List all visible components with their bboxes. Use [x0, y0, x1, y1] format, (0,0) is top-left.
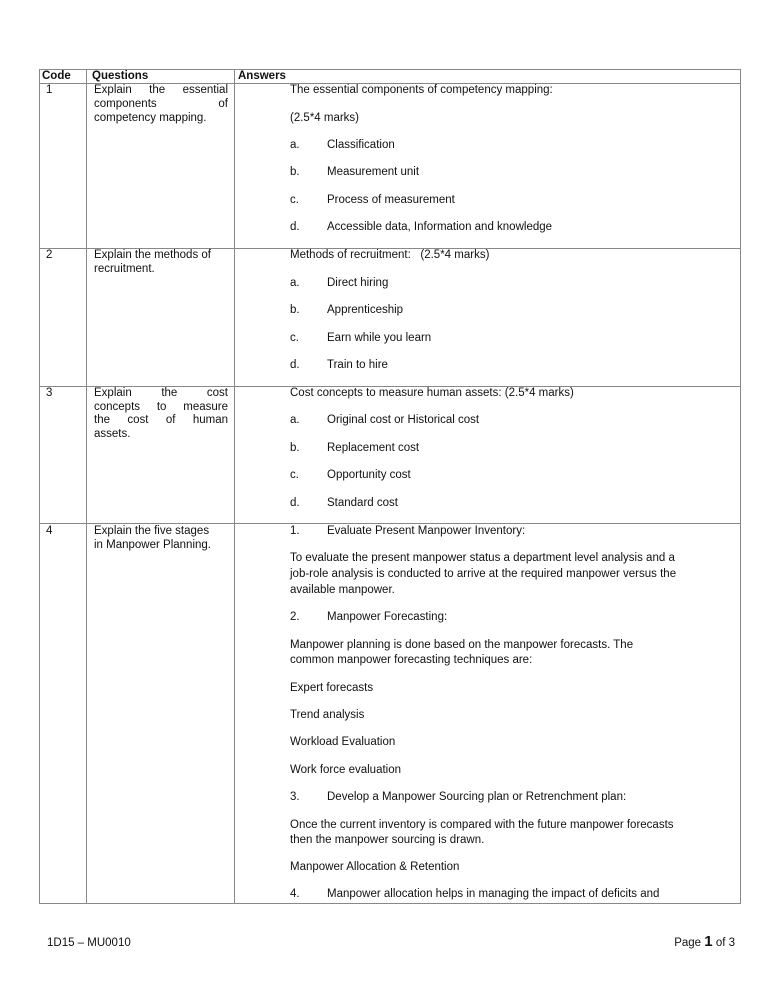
current-page: 1 — [704, 933, 713, 950]
answer-intro: Methods of recruitment: (2.5*4 marks) — [290, 249, 490, 261]
row-code: 3 — [46, 387, 53, 399]
question-line: the cost of human — [94, 414, 228, 426]
item-text: Apprenticeship — [327, 304, 404, 316]
table-border-bottom — [39, 903, 741, 904]
answer-intro: The essential components of competency mapping: — [290, 84, 553, 96]
item-label: d. — [290, 221, 300, 233]
question-line: recruitment. — [94, 263, 155, 275]
question-line: Explain the methods of — [94, 249, 211, 261]
header-code: Code — [42, 70, 71, 82]
column-divider — [234, 69, 235, 904]
answer-marks: (2.5*4 marks) — [290, 112, 360, 124]
item-label: d. — [290, 359, 300, 371]
table-border-right — [740, 69, 741, 904]
technique-item: Workload Evaluation — [290, 736, 396, 748]
header-answers: Answers — [238, 70, 286, 82]
stage-heading: Manpower allocation helps in managing the impact of deficits and — [327, 888, 660, 900]
page-word: Page — [674, 937, 702, 949]
question-line: Explain the essential — [94, 84, 228, 96]
paragraph-line: To evaluate the present manpower status a department level analysis and a — [290, 552, 675, 564]
technique-item: Trend analysis — [290, 709, 365, 721]
item-label: b. — [290, 304, 300, 316]
item-text: Opportunity cost — [327, 469, 411, 481]
stage-heading: Develop a Manpower Sourcing plan or Retrenchment plan: — [327, 791, 627, 803]
question-line: in Manpower Planning. — [94, 539, 211, 551]
question-line: competency mapping. — [94, 112, 207, 124]
paragraph-line: then the manpower sourcing is drawn. — [290, 834, 485, 846]
question-line: components of — [94, 98, 228, 110]
page-total: of 3 — [715, 937, 735, 949]
item-label: a. — [290, 139, 300, 151]
item-label: b. — [290, 166, 300, 178]
technique-item: Work force evaluation — [290, 764, 402, 776]
item-label: d. — [290, 497, 300, 509]
column-divider — [86, 69, 87, 904]
item-text: Standard cost — [327, 497, 398, 509]
stage-label: 2. — [290, 611, 300, 623]
item-text: Earn while you learn — [327, 332, 432, 344]
table-border-left — [39, 69, 40, 904]
allocation-heading: Manpower Allocation & Retention — [290, 861, 460, 873]
item-label: b. — [290, 442, 300, 454]
answer-intro: Cost concepts to measure human assets: (2.5*4 marks) — [290, 387, 574, 399]
paragraph-line: job-role analysis is conducted to arrive at the required manpower versus the — [290, 568, 677, 580]
item-text: Accessible data, Information and knowledge — [327, 221, 553, 233]
item-label: a. — [290, 414, 300, 426]
item-label: c. — [290, 332, 299, 344]
item-label: c. — [290, 194, 299, 206]
header-questions: Questions — [92, 70, 149, 82]
row-code: 2 — [46, 249, 53, 261]
question-line: Explain the five stages — [94, 525, 210, 537]
item-text: Classification — [327, 139, 395, 151]
item-text: Direct hiring — [327, 277, 389, 289]
paragraph-line: common manpower forecasting techniques are: — [290, 654, 533, 666]
item-label: a. — [290, 277, 300, 289]
stage-label: 1. — [290, 525, 300, 537]
stage-heading: Manpower Forecasting: — [327, 611, 448, 623]
item-text: Original cost or Historical cost — [327, 414, 480, 426]
stage-heading: Evaluate Present Manpower Inventory: — [327, 525, 526, 537]
item-text: Train to hire — [327, 359, 388, 371]
footer-doc-code: 1D15 – MU0010 — [47, 937, 131, 949]
paragraph-line: available manpower. — [290, 584, 395, 596]
row-code: 1 — [46, 84, 53, 96]
item-text: Measurement unit — [327, 166, 420, 178]
item-text: Process of measurement — [327, 194, 455, 206]
paragraph-line: Once the current inventory is compared with the future manpower forecasts — [290, 819, 674, 831]
question-line: concepts to measure — [94, 401, 228, 413]
footer-page-number — [674, 935, 735, 950]
paragraph-line: Manpower planning is done based on the manpower forecasts. The — [290, 639, 634, 651]
question-line: Explain the cost — [94, 387, 228, 399]
technique-item: Expert forecasts — [290, 682, 374, 694]
stage-label: 4. — [290, 888, 300, 900]
question-line: assets. — [94, 428, 131, 440]
row-code: 4 — [46, 525, 53, 537]
stage-label: 3. — [290, 791, 300, 803]
item-text: Replacement cost — [327, 442, 420, 454]
item-label: c. — [290, 469, 299, 481]
